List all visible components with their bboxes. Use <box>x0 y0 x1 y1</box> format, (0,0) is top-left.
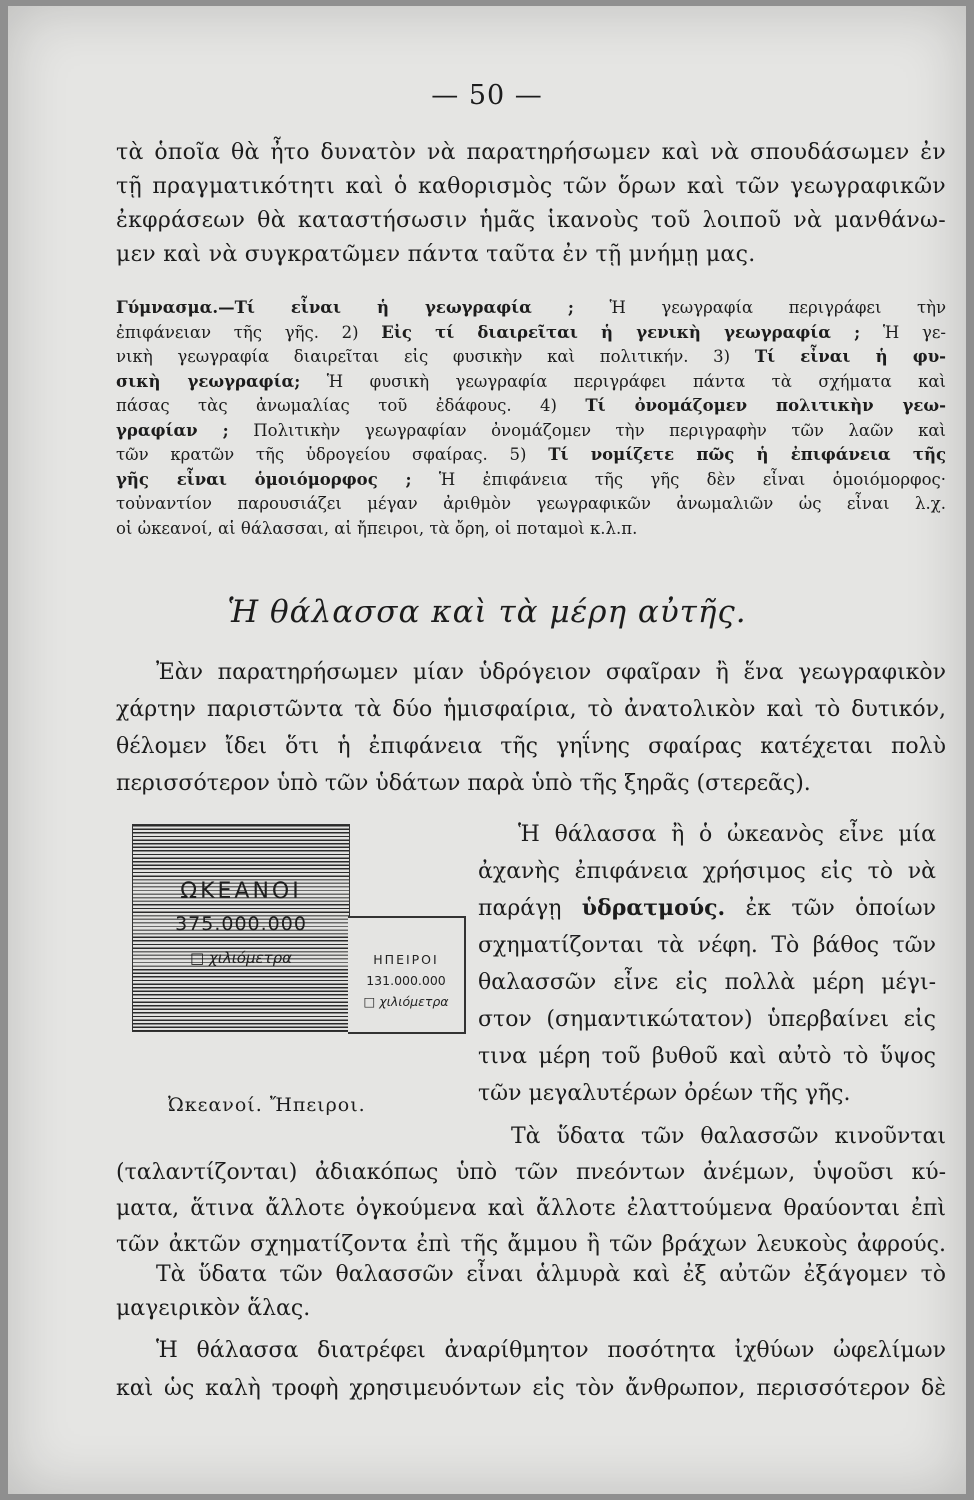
question-text: γραφίαν ; <box>116 420 229 440</box>
text-line: θέλομεν ἴδει ὅτι ἡ ἐπιφάνεια τῆς γηΐνης σφαίρας κατέχεται πολὺ <box>116 734 946 759</box>
sea-paragraph-5 <box>116 1332 946 1408</box>
text-line: μεν καὶ νὰ συγκρατῶμεν πάντα ταῦτα ἐν τῇ μνήμῃ μας. <box>116 242 756 267</box>
answer-text: Ἡ γεωγραφία περιγράφει τὴν <box>573 298 946 317</box>
book-page <box>8 6 966 1494</box>
ocean-area-box <box>132 824 350 1032</box>
answer-text: οἱ ὠκεανοί, αἱ θάλασσαι, αἱ ἤπειροι, τὰ ὄρη, οἱ ποταμοὶ κ.λ.π. <box>116 518 638 538</box>
answer-text: Ἡ φυσικὴ γεωγραφία περιγράφει πάντα τὰ σχήματα καὶ <box>300 371 946 391</box>
figure-caption: Ὠκεανοί. Ἤπειροι. <box>168 1094 366 1116</box>
sea-paragraph-1 <box>116 654 946 802</box>
answer-text: τοὐναντίον παρουσιάζει μέγαν ἀριθμὸν γεωγραφικῶν ἀνωμαλιῶν ὡς εἶναι λ.χ. <box>116 494 946 513</box>
answer-text: πάσας τὰς ἀνωμαλίας τοῦ ἐδάφους. 4) <box>116 396 586 415</box>
sea-paragraph-2 <box>478 816 936 1112</box>
text-line: χάρτην παριστῶντα τὰ δύο ἡμισφαίρια, τὸ ἀνατολικὸν καὶ τὸ δυτικόν, <box>116 697 946 722</box>
text-line: σχηματίζονται τὰ νέφη. Τὸ βάθος τῶν <box>478 933 936 958</box>
text-line: μαγειρικὸν ἅλας. <box>116 1296 311 1321</box>
land-area-unit: □ χιλιόμετρα <box>363 994 449 1009</box>
text-line: Ἡ θάλασσα διατρέφει ἀναρίθμητον ποσότητα ἰχθύων ὠφελίμων <box>156 1338 946 1363</box>
answer-text: Πολιτικὴν γεωγραφίαν ὀνομάζομεν τὴν περιγραφὴν τῶν λαῶν καὶ <box>228 420 946 440</box>
answer-text: ἐπιφάνειαν τῆς γῆς. 2) <box>116 322 382 342</box>
intro-paragraph <box>116 136 946 272</box>
text-line: καὶ ὡς καλὴ τροφὴ χρησιμευόντων εἰς τὸν ἄνθρωπον, περισσότερον δὲ <box>116 1376 946 1401</box>
ocean-land-figure <box>132 824 468 1042</box>
answer-text: τῶν κρατῶν τῆς ὑδρογείου σφαίρας. 5) <box>116 445 549 464</box>
text-line: θαλασσῶν εἶνε εἰς πολλὰ μέρη μέγι- <box>478 970 936 995</box>
text-line: τῇ πραγματικότητι καὶ ὁ καθορισμὸς τῶν ὅρων καὶ τῶν γεωγραφικῶν <box>116 174 946 199</box>
ocean-area-unit: □ χιλιόμετρα <box>133 949 349 967</box>
text-line: ἐκφράσεων θὰ καταστήσωσιν ἡμᾶς ἱκανοὺς τοῦ λοιποῦ νὰ μανθάνω- <box>116 208 946 233</box>
text-line: Ἐὰν παρατηρήσωμεν μίαν ὑδρόγειον σφαῖραν ἢ ἕνα γεωγραφικὸν <box>156 660 946 685</box>
section-heading: Ἡ θάλασσα καὶ τὰ μέρη αὐτῆς. <box>227 594 747 630</box>
sea-paragraph-3 <box>116 1119 946 1263</box>
text-line: περισσότερον ὑπὸ τῶν ὑδάτων παρὰ ὑπὸ τῆς ξηρᾶς (στερεᾶς). <box>116 771 811 796</box>
text-fragment: ἐκ τῶν ὁποίων <box>725 896 936 921</box>
question-text: γῆς εἶναι ὁμοιόμορφος ; <box>116 469 412 489</box>
question-text: Εἰς τί διαιρεῖται ἡ γενικὴ γεωγραφία ; <box>381 322 861 342</box>
answer-text: Ἡ ἐπιφάνεια τῆς γῆς δὲν εἶναι ὁμοιόμορφος· <box>411 469 946 489</box>
land-label: ΗΠΕΙΡΟΙ <box>373 952 439 967</box>
sea-paragraph-4 <box>116 1258 946 1326</box>
text-line: Τὰ ὕδατα τῶν θαλασσῶν κινοῦνται <box>511 1124 946 1149</box>
text-line: ἀχανὴς ἐπιφάνεια χρήσιμος εἰς τὸ νὰ <box>478 859 936 884</box>
text-line: τινα μέρη τοῦ βυθοῦ καὶ αὐτὸ τὸ ὕψος <box>478 1044 936 1069</box>
exercise-paragraph <box>116 296 946 541</box>
question-text: Γύμνασμα.—Τί εἶναι ἡ γεωγραφία ; <box>116 298 574 317</box>
text-line: στον (σημαντικώτατον) ὑπερβαίνει εἰς <box>478 1007 936 1032</box>
land-area-value: 131.000.000 <box>366 973 446 988</box>
key-term: ὑδρατμούς. <box>581 895 726 921</box>
text-line: Τὰ ὕδατα τῶν θαλασσῶν εἶναι ἁλμυρὰ καὶ ἐξ αὐτῶν ἐξάγομεν τὸ <box>156 1262 946 1287</box>
answer-text: Ἡ γε- <box>860 322 946 342</box>
question-text: Τί εἶναι ἡ φυ- <box>754 347 946 366</box>
question-text: Τί ὀνομάζομεν πολιτικὴν γεω- <box>585 396 946 415</box>
text-line: Ἡ θάλασσα ἢ ὁ ὠκεανὸς εἶνε μία <box>518 822 936 847</box>
text-line: τὰ ὁποῖα θὰ ἦτο δυνατὸν νὰ παρατηρήσωμεν καὶ νὰ σπουδάσωμεν ἐν <box>116 140 946 165</box>
text-line: τῶν ἀκτῶν σχηματίζοντα ἐπὶ τῆς ἄμμου ἢ τῶν βράχων λευκοὺς ἀφρούς. <box>116 1232 946 1257</box>
page-number: — 50 — <box>431 80 543 111</box>
text-fragment: παράγῃ <box>478 896 582 921</box>
text-line: τῶν μεγαλυτέρων ὀρέων τῆς γῆς. <box>478 1081 851 1106</box>
text-line: (ταλαντίζονται) ἀδιακόπως ὑπὸ τῶν πνεόντων ἀνέμων, ὑψοῦσι κύ- <box>116 1160 946 1185</box>
question-text: σικὴ γεωγραφία; <box>116 371 301 391</box>
ocean-area-value: 375.000.000 <box>133 913 349 935</box>
answer-text: νικὴ γεωγραφία διαιρεῖται εἰς φυσικὴν καὶ πολιτικήν. 3) <box>116 347 755 366</box>
land-area-box <box>348 916 466 1034</box>
ocean-label: ΩΚΕΑΝΟΙ <box>133 879 349 904</box>
question-text: Τί νομίζετε πῶς ἡ ἐπιφάνεια τῆς <box>548 445 946 464</box>
text-line: ματα, ἅτινα ἄλλοτε ὀγκούμενα καὶ ἄλλοτε ἐλαττούμενα θραύονται ἐπὶ <box>116 1196 946 1221</box>
